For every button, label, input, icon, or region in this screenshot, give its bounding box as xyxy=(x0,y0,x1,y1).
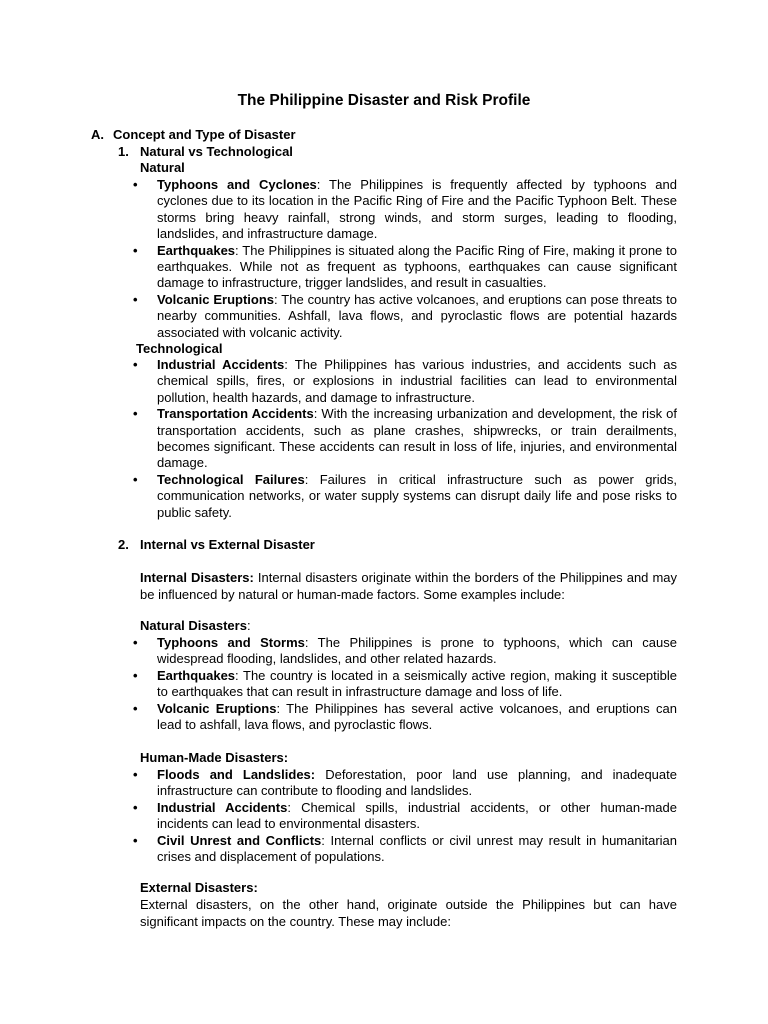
natural-label: Natural xyxy=(140,160,185,175)
item-term: Volcanic Eruptions xyxy=(157,291,275,307)
list-item xyxy=(0,635,677,668)
list-item xyxy=(0,833,677,866)
section-2-heading xyxy=(118,537,315,554)
list-item xyxy=(0,243,677,292)
list-item xyxy=(0,800,677,833)
item-term: Volcanic Eruptions xyxy=(157,700,277,716)
list-item xyxy=(0,701,677,734)
item-text: : The Philippines is frequently affected by typhoons and cyclones due to its location in the Pacific Ring of Fire and the Pacific Typhoon Belt. These storms bring heavy rainfall, strong winds, and storm surges, leading to flooding, landslides, and infrastructure damage. xyxy=(157,177,677,242)
natural-disasters-label: Natural Disasters xyxy=(140,618,247,633)
section-a-title: Concept and Type of Disaster xyxy=(113,127,296,142)
bullet-icon: • xyxy=(133,177,138,192)
section-a-marker: A. xyxy=(91,127,104,142)
item-text: : The country has active volcanoes, and eruptions can pose threats to nearby communities. Ashfall, lava flows, and pyroclastic flows are potential hazards associated with volcanic activity. xyxy=(157,291,677,340)
human-made-list xyxy=(0,767,677,865)
bullet-icon: • xyxy=(133,799,138,815)
list-item xyxy=(0,292,677,341)
item-text: : The Philippines is situated along the Pacific Ring of Fire, making it prone to earthquakes. While not as frequent as typhoons, earthquakes can cause significant damage to infrastructure, trigger landslides, and result in casualties. xyxy=(157,242,677,291)
external-disasters-label: External Disasters: xyxy=(140,880,258,895)
section-2-title: Internal vs External Disaster xyxy=(140,537,315,552)
external-disasters-heading xyxy=(140,880,677,897)
bullet-icon: • xyxy=(133,406,138,422)
item-term: Earthquakes xyxy=(157,667,236,683)
list-item xyxy=(0,177,677,243)
technological-list xyxy=(0,357,677,521)
list-item xyxy=(0,767,677,800)
bullet-icon: • xyxy=(133,635,138,650)
item-text: : The Philippines has various industries, and accidents such as chemical spills, fires, or explosions in industrial facilities can lead to environmental pollution, health hazards, and damage to infrastructure. xyxy=(157,357,677,405)
item-text: Deforestation, poor land use planning, and inadequate infrastructure can contribute to flooding and landslides. xyxy=(157,767,677,799)
natural-disasters-list xyxy=(0,635,677,733)
item-term: Transportation Accidents xyxy=(157,406,314,422)
human-made-label: Human-Made Disasters: xyxy=(140,750,289,765)
item-term: Civil Unrest and Conflicts xyxy=(157,832,322,848)
technological-label: Technological xyxy=(136,341,223,356)
item-text: : With the increasing urbanization and development, the risk of transportation accidents, such as plane crashes, shipwrecks, or train derailments, becomes significant. These accidents can result in loss of life, injuries, and environmental damage. xyxy=(157,406,677,471)
bullet-icon: • xyxy=(133,832,138,848)
item-text: : Chemical spills, industrial accidents, or other human-made incidents can lead to environmental disasters. xyxy=(157,799,677,832)
section-2-marker: 2. xyxy=(118,537,129,552)
internal-disasters-paragraph xyxy=(140,570,677,603)
natural-list xyxy=(0,177,677,341)
internal-disasters-term: Internal Disasters: xyxy=(140,570,254,585)
page-title: The Philippine Disaster and Risk Profile xyxy=(237,92,531,109)
section-1-title: Natural vs Technological xyxy=(140,144,293,159)
section-1-heading xyxy=(118,144,293,161)
item-term: Earthquakes xyxy=(157,242,236,258)
bullet-icon: • xyxy=(133,291,138,307)
item-text: : The Philippines has several active volcanoes, and eruptions can lead to ashfall, lava flows, and pyroclastic flows. xyxy=(157,700,678,733)
item-text: : The country is located in a seismically active region, making it susceptible to earthquakes that can result in infrastructure damage and loss of life. xyxy=(157,667,677,700)
item-term: Floods and Landslides: xyxy=(157,767,316,782)
list-item xyxy=(0,472,677,521)
bullet-icon: • xyxy=(133,700,138,716)
bullet-icon: • xyxy=(133,242,138,258)
section-a-heading xyxy=(91,127,296,144)
item-text: : Failures in critical infrastructure such as power grids, communication networks, or water supply systems can disrupt daily life and pose risks to public safety. xyxy=(157,471,677,520)
bullet-icon: • xyxy=(133,471,138,487)
bullet-icon: • xyxy=(133,767,138,782)
item-term: Typhoons and Storms xyxy=(157,635,305,650)
item-text: : The Philippines is prone to typhoons, which can cause widespread flooding, landslides, and other related hazards. xyxy=(157,635,677,667)
bullet-icon: • xyxy=(133,357,138,372)
natural-disasters-colon: : xyxy=(246,618,251,633)
list-item xyxy=(0,406,677,472)
item-term: Technological Failures xyxy=(157,471,305,487)
human-made-heading xyxy=(140,750,677,767)
section-1-marker: 1. xyxy=(118,144,129,159)
external-disasters-paragraph: External disasters, on the other hand, originate outside the Philippines but can have significant impacts on the country. These may include: xyxy=(140,897,677,929)
item-term: Industrial Accidents xyxy=(157,357,285,372)
internal-disasters-text: Internal disasters originate within the borders of the Philippines and may be influenced by natural or human-made factors. Some examples include: xyxy=(140,570,678,602)
bullet-icon: • xyxy=(133,667,138,683)
natural-disasters-heading xyxy=(140,618,677,635)
list-item xyxy=(0,357,677,406)
item-term: Typhoons and Cyclones xyxy=(157,177,317,192)
item-term: Industrial Accidents xyxy=(157,799,288,815)
list-item xyxy=(0,668,677,701)
item-text: : Internal conflicts or civil unrest may result in humanitarian crises and displacement of populations. xyxy=(157,832,677,865)
